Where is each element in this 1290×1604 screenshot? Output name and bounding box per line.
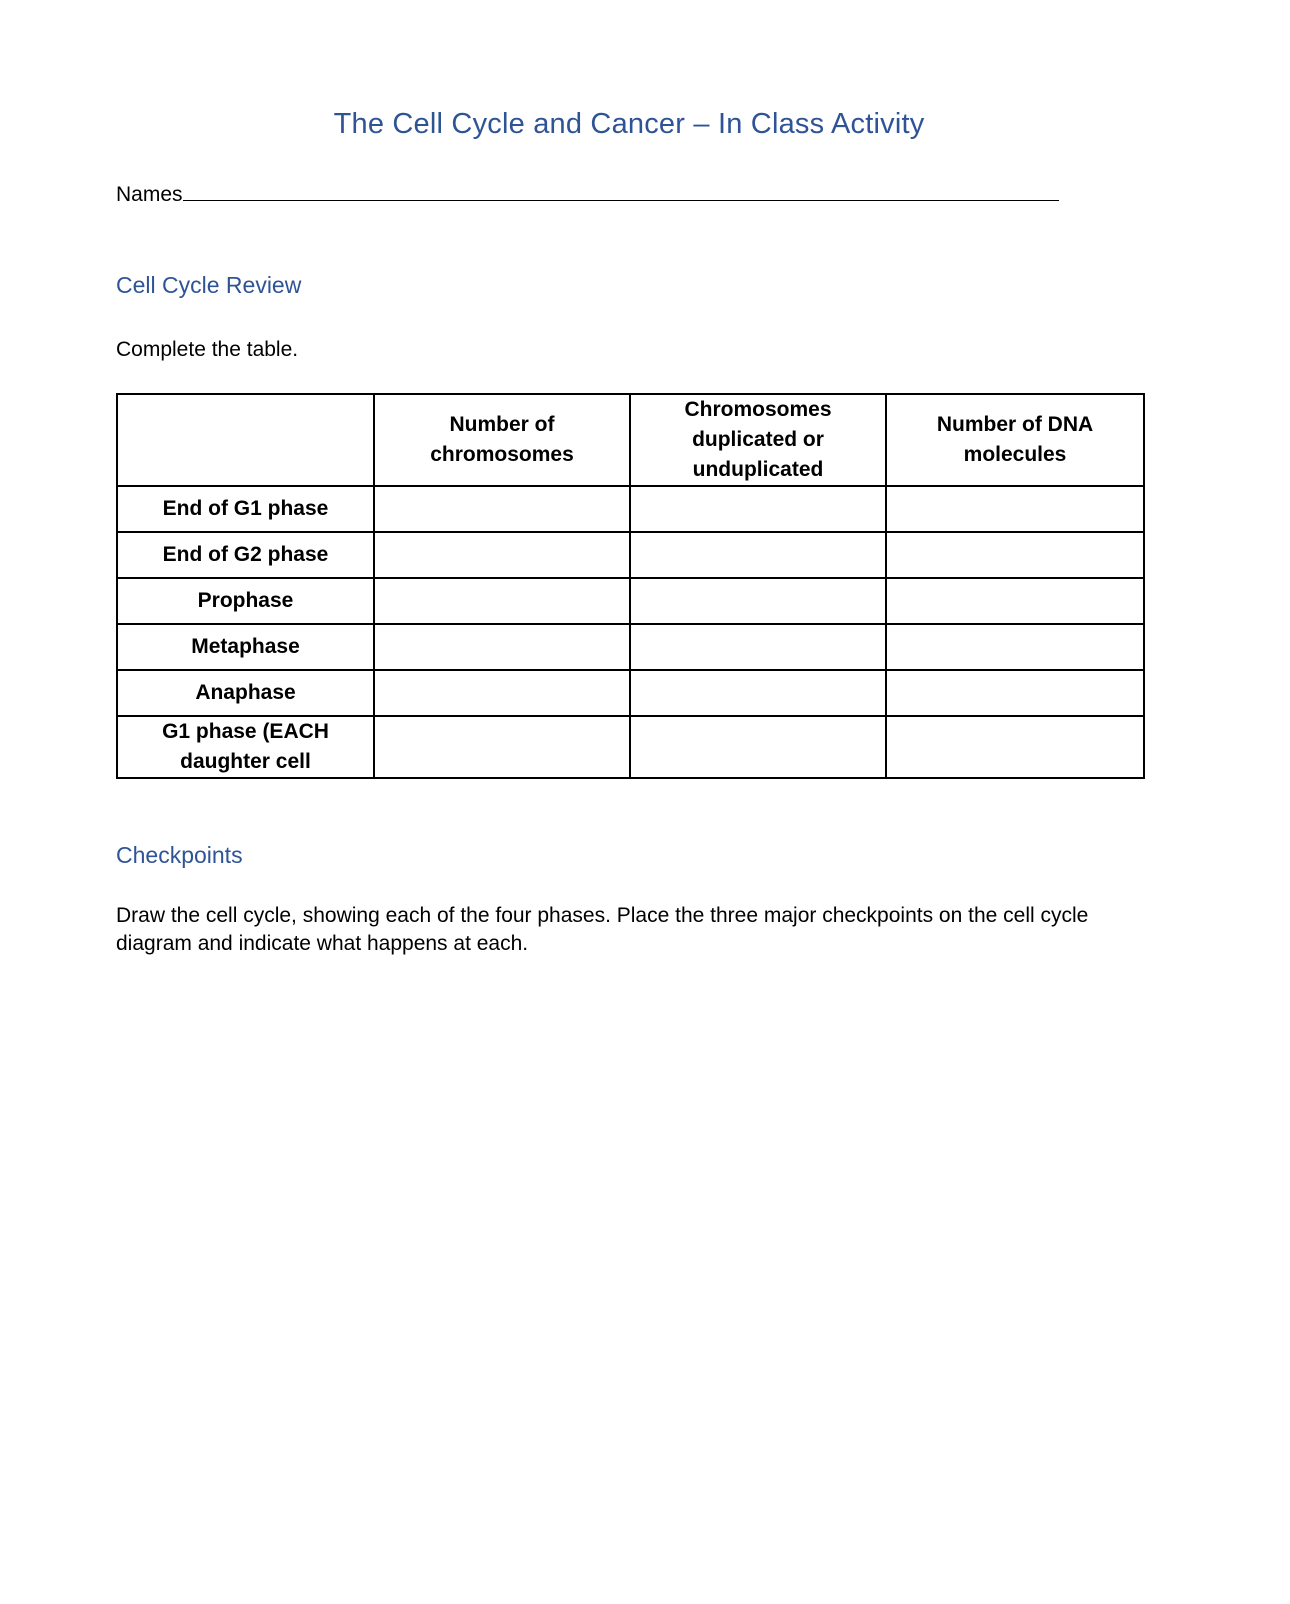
checkpoints-instruction: Draw the cell cycle, showing each of the four phases. Place the three major checkpoints on the cell cycle diagram and indicate what happens at each. [116,904,1089,955]
answer-cell[interactable] [630,670,886,716]
answer-cell[interactable] [374,532,630,578]
names-label: Names [116,183,183,206]
table-row [117,624,1144,670]
answer-cell[interactable] [630,486,886,532]
answer-cell[interactable] [886,578,1144,624]
table-header-row [117,394,1144,486]
names-field[interactable] [116,180,1059,207]
answer-cell[interactable] [374,624,630,670]
row-label: Metaphase [117,624,374,670]
answer-cell[interactable] [886,670,1144,716]
section-heading-checkpoints: Checkpoints [116,842,243,868]
drawing-area[interactable] [116,980,1143,1540]
table-row [117,532,1144,578]
section-heading-cell-cycle-review: Cell Cycle Review [116,272,302,298]
row-label: Prophase [117,578,374,624]
answer-cell[interactable] [886,716,1144,778]
table-header-number-of-chromosomes: Number of chromosomes [374,394,630,486]
table-row [117,578,1144,624]
answer-cell[interactable] [374,670,630,716]
page-title: The Cell Cycle and Cancer – In Class Activity [333,108,925,140]
table-row [117,486,1144,532]
table-header-duplicated: Chromosomes duplicated or unduplicated [630,394,886,486]
row-label: G1 phase (EACH daughter cell [117,716,374,778]
table-instruction: Complete the table. [116,338,299,361]
answer-cell[interactable] [374,578,630,624]
answer-cell[interactable] [886,624,1144,670]
cell-cycle-table [116,393,1145,779]
answer-cell[interactable] [886,486,1144,532]
table-row [117,716,1144,778]
row-label: End of G1 phase [117,486,374,532]
answer-cell[interactable] [374,716,630,778]
answer-cell[interactable] [886,532,1144,578]
row-label: Anaphase [117,670,374,716]
row-label: End of G2 phase [117,532,374,578]
names-underline [183,180,1059,201]
answer-cell[interactable] [374,486,630,532]
answer-cell[interactable] [630,578,886,624]
table-header-empty [117,394,374,486]
answer-cell[interactable] [630,716,886,778]
answer-cell[interactable] [630,624,886,670]
answer-cell[interactable] [630,532,886,578]
table-row [117,670,1144,716]
table-header-dna-molecules: Number of DNA molecules [886,394,1144,486]
